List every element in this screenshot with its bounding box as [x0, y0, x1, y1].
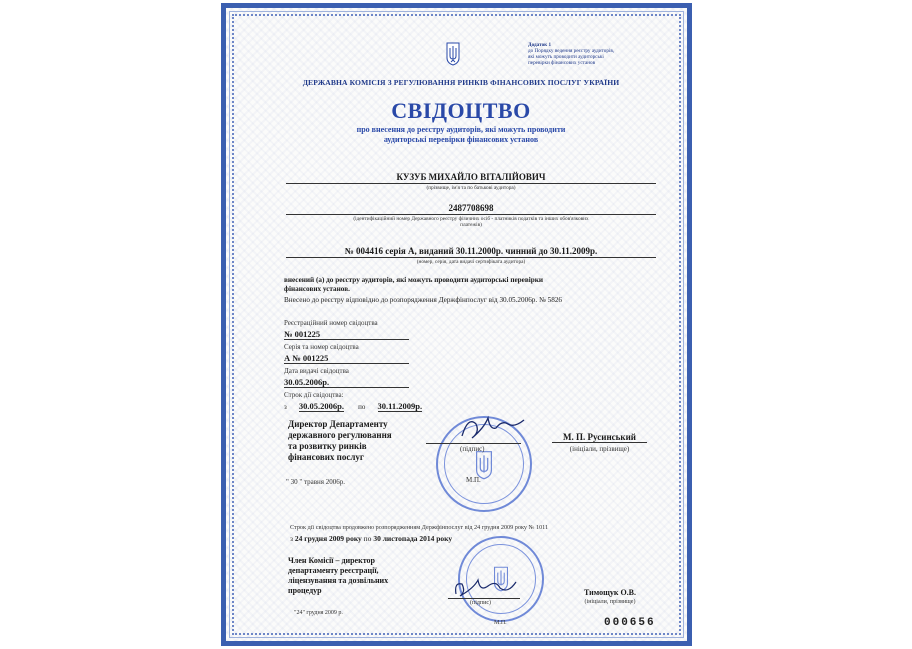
ext-from-prefix: з — [290, 534, 293, 543]
auditor-certificate-caption: (номер, серія, дата видачі сертифіката аудитора) — [416, 259, 526, 265]
director-name-caption: (ініціали, прізвище) — [569, 445, 630, 453]
document-subtitle — [286, 125, 636, 145]
appendix-note — [528, 42, 678, 66]
appendix-line: які можуть проводити аудиторські — [528, 54, 604, 60]
auditor-certificate: № 004416 серія А, виданий 30.11.2000р. чинний до 30.11.2009р. — [286, 246, 656, 258]
entered-statement — [284, 276, 664, 294]
document-title: СВІДОЦТВО — [391, 98, 531, 123]
extension-line: Строк дії свідоцтва продовжено розпорядженням Держфінпослуг від 24 грудня 2009 року № 1011 — [290, 524, 549, 531]
position-line: департаменту реєстрації, — [288, 566, 379, 575]
position-line: фінансових послуг — [288, 452, 364, 462]
seal-mark: М.П. — [466, 476, 481, 484]
issue-date: " 30 " травня 2006р. — [286, 478, 345, 486]
issue-date-value: 30.05.2006р. — [284, 377, 409, 388]
statement-line: внесений (а) до реєстру аудиторів, які можуть проводити аудиторські перевірки — [284, 276, 543, 284]
ext-from: 24 грудня 2009 року — [294, 534, 362, 543]
commission-name: ДЕРЖАВНА КОМІСІЯ З РЕГУЛЮВАННЯ РИНКІВ ФІНАНСОВИХ ПОСЛУГ УКРАЇНИ — [302, 78, 620, 87]
reg-number-value: № 001225 — [284, 329, 409, 340]
reg-number-label: Реєстраційний номер свідоцтва — [284, 319, 378, 327]
term-to-prefix: по — [358, 403, 366, 411]
position-line: ліцензування та дозвільних — [288, 576, 389, 585]
term-to: 30.11.2009р. — [377, 401, 423, 411]
subtitle-line: про внесення до реєстру аудиторів, які можуть проводити — [356, 125, 566, 134]
appendix-line: перевірки фінансових установ — [528, 60, 596, 66]
registry-order: Внесено до реєстру відповідно до розпорядження Держфінпослуг від 30.05.2006р. № 5826 — [284, 296, 563, 304]
caption-line: платежів) — [460, 222, 482, 228]
caption-line: (ідентифікаційний номер Державного реєстру фізичних осіб - платників податків та інших обов'язкових — [353, 216, 589, 222]
term-values — [284, 401, 474, 411]
director-signature — [458, 410, 528, 444]
issue-date-label: Дата видачі свідоцтва — [284, 367, 349, 375]
certificate-sheet — [221, 3, 692, 646]
term-from: 30.05.2006р. — [298, 401, 344, 411]
auditor-name-caption: (прізвище, ім'я та по батькові аудитора) — [426, 185, 516, 191]
signature-line — [426, 443, 521, 444]
director-name: М. П. Русинський — [552, 432, 647, 443]
signature-line — [448, 598, 520, 599]
extension-date: "24" грудня 2009 р. — [294, 610, 343, 616]
signature-caption: (підпис) — [460, 445, 485, 453]
member-name: Тимощук О.В. — [583, 588, 636, 597]
appendix-line: до Порядку ведення реєстру аудиторів, — [528, 48, 615, 54]
series-value: А № 001225 — [284, 353, 409, 364]
member-name-caption: (ініціали, прізвище) — [584, 599, 636, 605]
term-label: Строк дії свідоцтва: — [284, 391, 344, 399]
coat-of-arms-icon — [445, 40, 461, 66]
ext-to: 30 листопада 2014 року — [373, 534, 453, 543]
statement-line: фінансових установ. — [284, 285, 350, 293]
position-line: процедур — [288, 586, 322, 595]
position-line: державного регулювання — [288, 430, 392, 440]
seal-mark-2: М.П. — [494, 620, 507, 626]
appendix-title: Додаток 1 — [528, 42, 552, 48]
director-position — [288, 419, 428, 463]
position-line: Директор Департаменту — [288, 419, 388, 429]
tax-id-caption — [286, 216, 656, 228]
position-line: та розвитку ринків — [288, 441, 367, 451]
serial-number: 000656 — [604, 617, 656, 629]
position-line: Член Комісії – директор — [288, 556, 375, 565]
ext-mid: по — [363, 534, 372, 543]
subtitle-line: аудиторські перевірки фінансових установ — [383, 135, 539, 144]
term-from-prefix: з — [284, 403, 287, 411]
auditor-name: КУЗУБ МИХАЙЛО ВІТАЛІЙОВИЧ — [286, 172, 656, 184]
tax-id: 2487708698 — [286, 203, 656, 215]
member-position — [288, 556, 428, 596]
series-label: Серія та номер свідоцтва — [284, 343, 359, 351]
signature-caption: (підпис) — [470, 600, 492, 606]
